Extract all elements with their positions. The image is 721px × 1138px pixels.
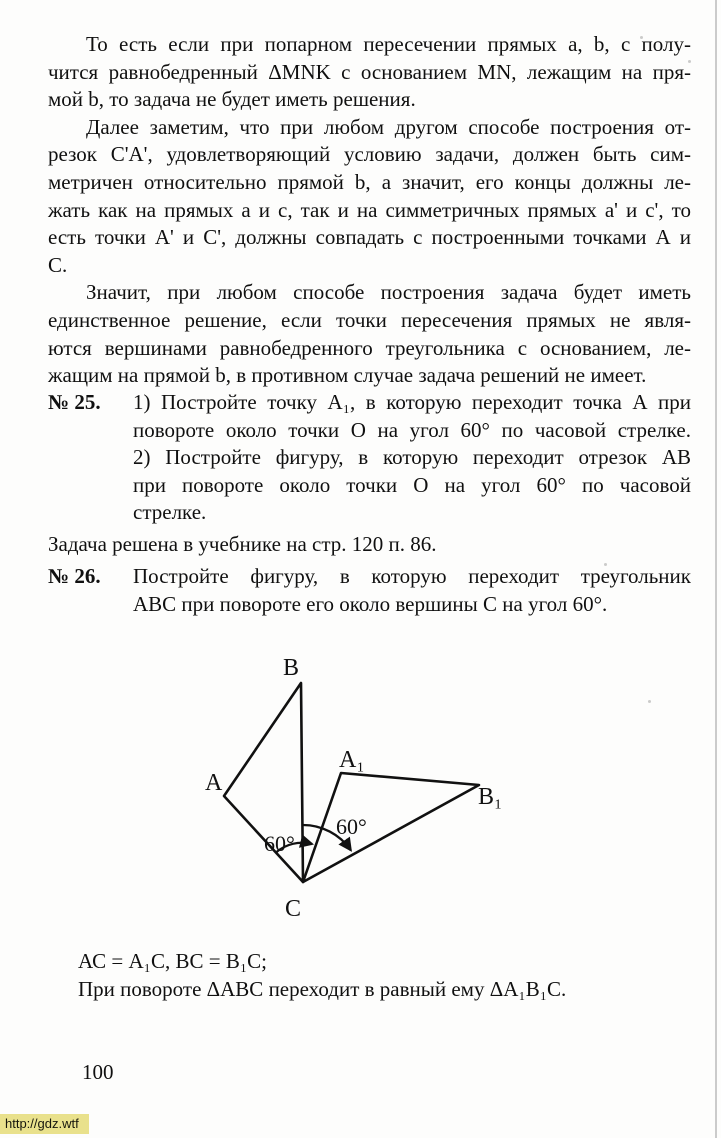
text-line: мой b, то задача не будет иметь решения.: [48, 87, 416, 112]
angle-label-left: 60°: [264, 831, 295, 856]
text-line: С.: [48, 252, 68, 277]
rotation-diagram: [140, 640, 580, 935]
text-line: жащим на прямой b, в противном случае задача решений не имеет.: [48, 363, 647, 388]
text-line: Постройте фигуру, в которую переходит треугольник: [133, 564, 691, 588]
problem-25-text: [133, 389, 691, 527]
scan-speck: [640, 36, 643, 39]
scan-speck: [648, 700, 651, 703]
paragraph-isosceles-case: [48, 31, 691, 114]
problem-25-number: № 25.: [48, 390, 101, 414]
text-line: стрелке.: [133, 500, 207, 525]
vertex-label-c: C: [285, 896, 302, 922]
paragraph-unique-solution: [48, 279, 691, 389]
text-line: При повороте ΔАВС переходит в равный ему ΔА₁В₁С.: [78, 976, 567, 1001]
textbook-reference-note: Задача решена в учебнике на стр. 120 п. 86.: [48, 532, 437, 556]
paragraph-symmetry-argument: [48, 114, 691, 280]
text-line: метричен относительно прямой b, а значит, его концы должны ле-: [48, 169, 691, 194]
gdz-watermark: http://gdz.wtf: [0, 1114, 89, 1134]
vertex-label-b: B: [283, 655, 300, 681]
text-line: АВС при повороте его около вершины С на угол 60°.: [133, 591, 608, 616]
body-text-column: [48, 31, 691, 390]
text-line: при повороте около точки О на угол 60° по часовой: [133, 472, 691, 497]
problem-26-number: № 26.: [48, 564, 101, 588]
vertex-label-a: A: [205, 770, 223, 796]
text-line: жать как на прямых а и с, так и на симметричных прямых а' и с', то: [48, 197, 691, 222]
scan-speck: [604, 563, 607, 566]
text-line: резок С'А', удовлетворяющий условию задачи, должен быть сим-: [48, 142, 691, 167]
solution-26-text: [78, 948, 566, 1003]
text-line: 2) Постройте фигуру, в которую переходит отрезок АВ: [133, 445, 691, 470]
text-line: АС = А₁С, ВС = В₁С;: [78, 949, 267, 973]
triangle-a1b1c-outline: [303, 773, 479, 882]
text-line: 1) Постройте точку А₁, в которую переходит точка А при: [133, 390, 691, 414]
problem-25-block: [48, 389, 691, 527]
vertex-label-a1: A₁: [339, 747, 365, 773]
text-line: Значит, при любом способе построения задача будет иметь: [86, 280, 691, 305]
problem-26-block: [48, 563, 691, 618]
vertex-label-b1: B₁: [478, 784, 503, 810]
text-line: повороте около точки О на угол 60° по часовой стрелке.: [133, 417, 691, 442]
text-line: единственное решение, если точки пересечения прямых не явля-: [48, 307, 691, 332]
text-line: ются вершинами равнобедренного треугольника с основанием, ле-: [48, 335, 691, 360]
page-number: 100: [82, 1060, 114, 1084]
text-line: То есть если при попарном пересечении прямых a, b, c полу-: [86, 32, 691, 56]
scan-speck: [688, 60, 691, 63]
angle-label-right: 60°: [336, 814, 367, 839]
text-line: чится равнобедренный ΔMNK с основанием MN, лежащим на пря-: [48, 59, 691, 84]
text-line: есть точки А' и С', должны совпадать с построенными точками А и: [48, 225, 691, 250]
text-line: Далее заметим, что при любом другом способе построения от-: [86, 114, 691, 139]
scanner-edge-line: [715, 0, 717, 1138]
problem-26-text: [133, 563, 691, 618]
